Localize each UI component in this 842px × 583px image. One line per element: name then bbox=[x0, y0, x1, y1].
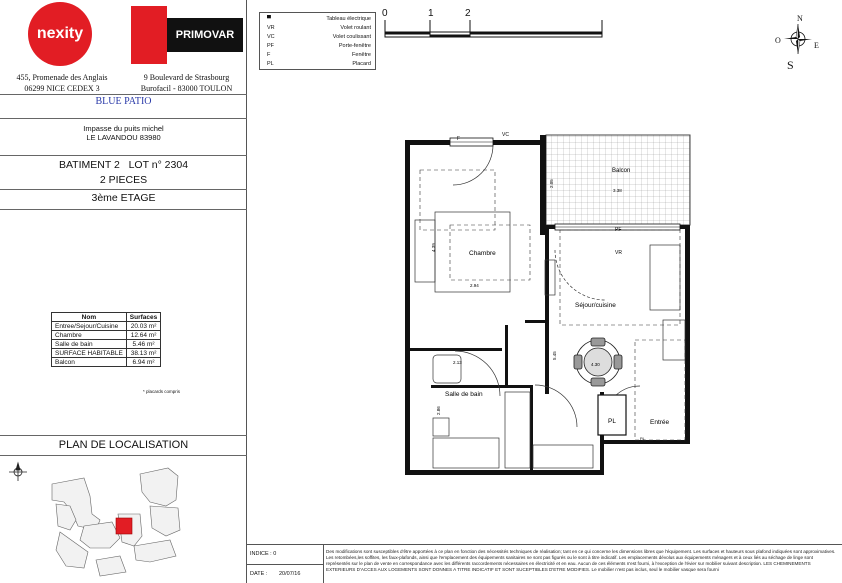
footer-divider bbox=[323, 545, 324, 583]
primovar-logo bbox=[131, 6, 243, 64]
legend-label: Placard bbox=[352, 61, 371, 67]
table-row bbox=[52, 358, 161, 367]
lot-location-marker bbox=[116, 518, 132, 534]
divider bbox=[0, 118, 247, 119]
title-block bbox=[0, 0, 247, 583]
legend-key: VR bbox=[267, 25, 275, 31]
legend-label: Porte-fenêtre bbox=[338, 43, 371, 49]
surface-table-header bbox=[52, 313, 161, 322]
compass-rose bbox=[773, 14, 823, 74]
room-label-entree: Entrée bbox=[650, 419, 670, 426]
dim-sejour-width: 4.30 bbox=[591, 362, 600, 367]
room-surface: 6.94 m² bbox=[126, 358, 160, 367]
location-plan-title: PLAN DE LOCALISATION bbox=[58, 439, 189, 451]
dim-balcon-depth: 2.05 bbox=[549, 179, 554, 188]
location-map bbox=[0, 456, 246, 582]
compass-n: N bbox=[797, 14, 803, 23]
surface-table bbox=[51, 312, 161, 367]
site-address bbox=[0, 124, 247, 142]
room-label-sejour: Séjour/cuisine bbox=[575, 302, 616, 309]
mark-vc: VC bbox=[502, 132, 509, 138]
primovar-logo-text: PRIMOVAR bbox=[167, 18, 243, 52]
legend-key: VC bbox=[267, 34, 275, 40]
divider bbox=[0, 94, 247, 95]
legend-item bbox=[263, 51, 372, 59]
project-name: BLUE PATIO bbox=[95, 96, 152, 107]
compass-s: S bbox=[787, 58, 794, 72]
compass-e: E bbox=[814, 41, 819, 50]
etage-label: 3ème ETAGE bbox=[91, 192, 156, 204]
date-label: DATE : bbox=[250, 571, 268, 577]
site-line2: LE LAVANDOU 83980 bbox=[86, 133, 161, 142]
batiment-label: BATIMENT 2 bbox=[58, 159, 120, 171]
room-surface: 12.64 m² bbox=[126, 331, 160, 340]
address-right-line2: Burofacil - 83000 TOULON bbox=[140, 84, 233, 93]
mark-pf: PF bbox=[615, 227, 622, 233]
address-left bbox=[2, 72, 122, 94]
table-row bbox=[52, 349, 161, 358]
address-left-line2: 06299 NICE CEDEX 3 bbox=[24, 84, 100, 93]
site-line1: Impasse du puits michel bbox=[83, 124, 164, 133]
legend-key: ▀ bbox=[267, 16, 271, 22]
dim-chambre-width: 4.39 bbox=[431, 243, 436, 252]
legend-item bbox=[263, 60, 372, 68]
legend-label: Volet roulant bbox=[340, 25, 371, 31]
mark-f: F bbox=[457, 136, 461, 142]
room-label-sdb: Salle de bain bbox=[445, 391, 483, 398]
room-surface: 38.13 m² bbox=[126, 349, 160, 358]
room-label-pl: PL bbox=[608, 418, 616, 425]
scale-label-0: 0 bbox=[382, 8, 388, 19]
table-row bbox=[52, 331, 161, 340]
pieces-label: 2 PIECES bbox=[99, 174, 148, 186]
legend-item bbox=[263, 24, 372, 32]
col-header-nom: Nom bbox=[52, 313, 127, 322]
surface-note: * placards compris bbox=[143, 389, 181, 394]
lot-line bbox=[0, 159, 247, 171]
legend-label: Volet coulissant bbox=[332, 34, 371, 40]
primovar-red-block bbox=[131, 6, 167, 64]
scale-label-1: 1 bbox=[428, 8, 434, 19]
address-right bbox=[126, 72, 247, 94]
room-name: Entree/Sejour/Cuisine bbox=[52, 322, 127, 331]
date-value: 20/07/16 bbox=[279, 571, 301, 577]
compass-o: O bbox=[775, 36, 781, 45]
divider bbox=[0, 435, 247, 436]
table-row bbox=[52, 322, 161, 331]
footer-divider bbox=[247, 564, 323, 565]
room-name: SURFACE HABITABLE bbox=[52, 349, 127, 358]
nexity-logo-text: nexity bbox=[36, 25, 84, 42]
nexity-logo bbox=[28, 2, 92, 66]
disclaimer-text: Des modifications sont susceptibles d'être apportées à ce plan en fonction des nécessités techniques de réalisation; tant en ce qui concerne les dimensions libres que l'équipement. Les surfaces et hauteurs sous plafond indiquées sont approximatives. Les retombées,les soffites, les faux-plafonds, ainsi que l'emplacement des équipements sanitaires ne sont pas figurés ou le sont à titre indicatif. Les emplacements dévolus aux équipements ménagers et à ceux liés au séchage de linge sont représentés sur le plan de vente en correspondance avec les différents raccordements nécessaires en électricité et en eau. Aucun de ces éléments n'est fourni, à l'exception de l'évier sur mobilier suivant description. LES CHEMINEMENTS EXTERIEURS D'ACCES AUX LOGEMENTS SONT DONNES A TITRE INDICATIF ET SONT SUCEPTIBLES D'ETRE MODIFIES. Le mobilier n'est pas inclus, seul le mobilier vasque sera fourni bbox=[326, 549, 836, 572]
divider bbox=[0, 155, 247, 156]
room-name: Chambre bbox=[52, 331, 127, 340]
dim-chambre-length: 2.94 bbox=[470, 283, 479, 288]
room-name: Balcon bbox=[52, 358, 127, 367]
legend-item bbox=[263, 42, 372, 50]
dim-sdb-width: 2.13 bbox=[453, 360, 462, 365]
scale-bar bbox=[384, 20, 604, 40]
dim-balcon-length: 3.38 bbox=[613, 188, 622, 193]
legend-box bbox=[259, 12, 376, 70]
legend-label: Tableau électrique bbox=[326, 16, 371, 22]
floor-plan bbox=[395, 130, 695, 480]
address-right-line1: 9 Boulevard de Strasbourg bbox=[143, 73, 230, 82]
col-header-surfaces: Surfaces bbox=[126, 313, 160, 322]
table-row bbox=[52, 340, 161, 349]
compass-icon bbox=[783, 22, 813, 56]
balcony-area bbox=[546, 135, 690, 225]
dim-sdb-length: 2.86 bbox=[436, 406, 441, 415]
legend-key: PF bbox=[267, 43, 275, 49]
room-name: Salle de bain bbox=[52, 340, 127, 349]
legend-item bbox=[263, 33, 372, 41]
mark-pl2: PL bbox=[640, 436, 645, 441]
legend-key: F bbox=[267, 52, 271, 58]
room-label-chambre: Chambre bbox=[469, 250, 496, 257]
footer bbox=[247, 544, 842, 583]
legend-key: PL bbox=[267, 61, 274, 67]
mark-vr: VR bbox=[615, 250, 622, 256]
dim-sejour-length: 5.45 bbox=[552, 351, 557, 360]
divider bbox=[0, 189, 247, 190]
lot-number: LOT n° 2304 bbox=[128, 159, 189, 171]
scale-label-2: 2 bbox=[465, 8, 471, 19]
room-surface: 5.46 m² bbox=[126, 340, 160, 349]
address-left-line1: 455, Promenade des Anglais bbox=[16, 73, 108, 82]
room-surface: 20.03 m² bbox=[126, 322, 160, 331]
divider bbox=[0, 209, 247, 210]
legend-item bbox=[263, 15, 372, 23]
location-compass-icon bbox=[9, 463, 27, 481]
storage-closet bbox=[598, 395, 626, 435]
legend-label: Fenêtre bbox=[352, 52, 371, 58]
room-label-balcon: Balcon bbox=[612, 168, 631, 174]
indice-label: INDICE : 0 bbox=[250, 551, 277, 557]
